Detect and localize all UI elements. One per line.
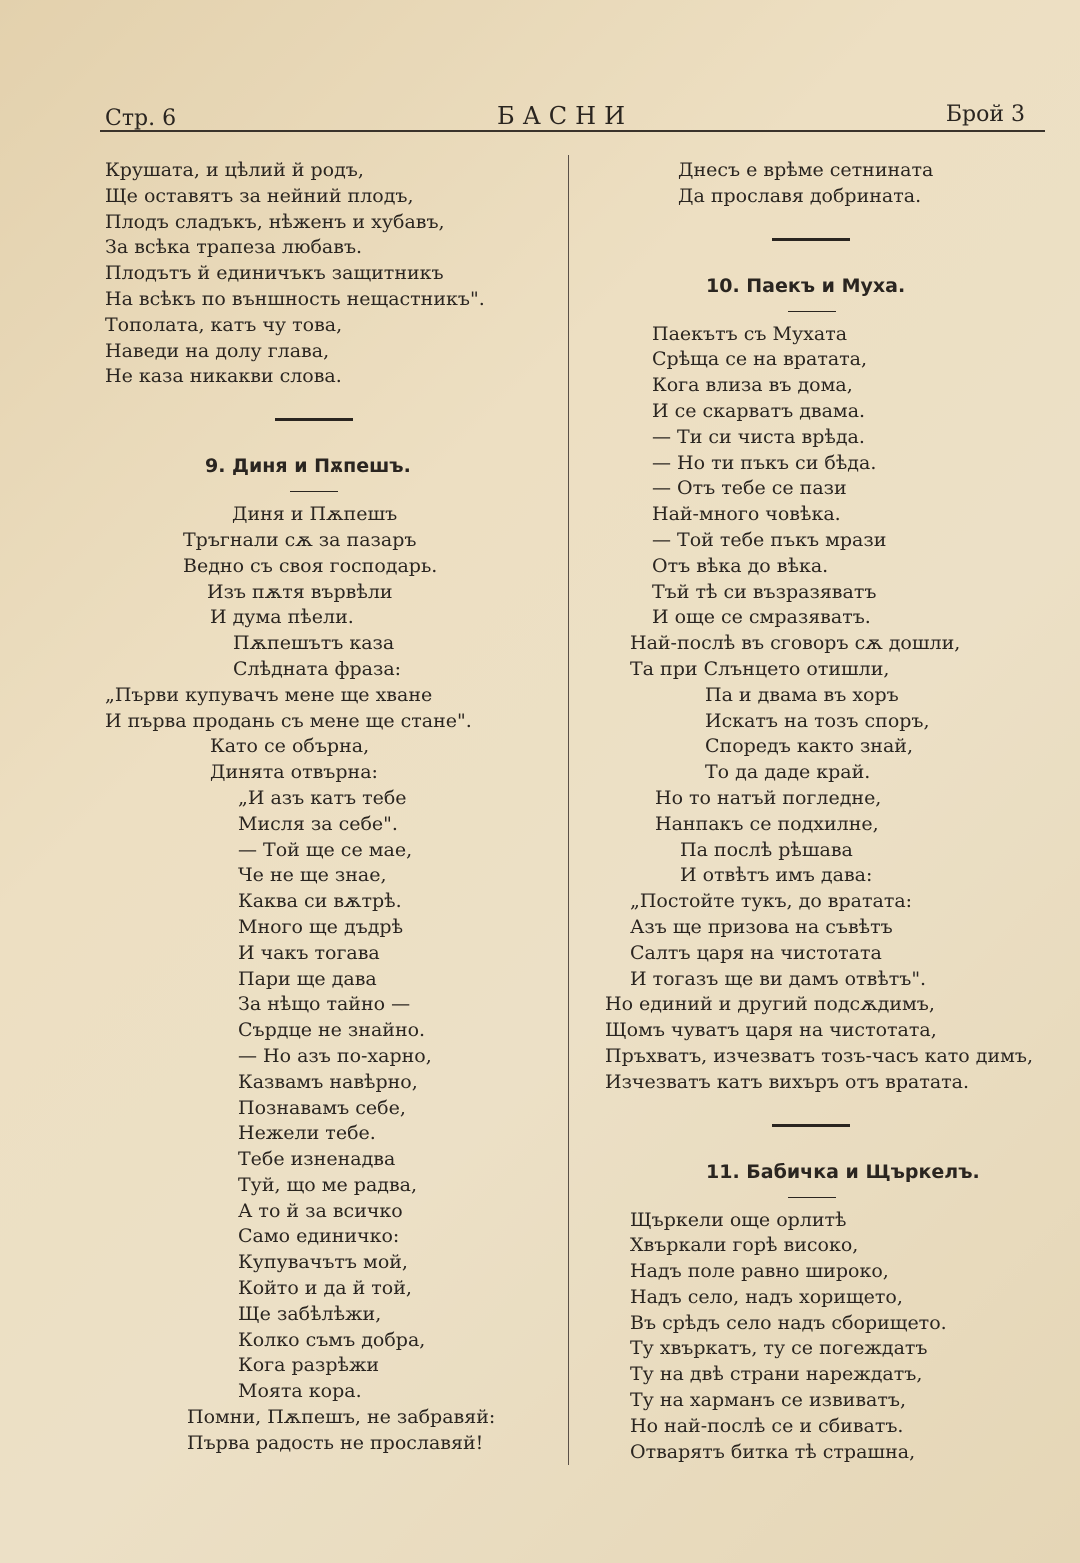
fable-9-line: За нѣщо тайно — [238, 993, 411, 1016]
fable-10-line: Па и двама въ хоръ [705, 683, 899, 706]
fable-10-line: Споредъ както знай, [705, 735, 913, 758]
fable-10-line: „Постойте тукъ, до вратата: [630, 890, 913, 913]
verse-line: Ще оставятъ за нейний плодъ, [105, 184, 414, 207]
fable-9-line: Казвамъ навѣрно, [238, 1070, 418, 1093]
fable-9-title: 9. Диня и Пѫпешъ. [205, 455, 411, 478]
fable-9-line: „И азъ катъ тебе [238, 786, 407, 809]
fable-9-line: Сърдце не знайно. [238, 1019, 426, 1042]
fable-9-verse [105, 502, 555, 1456]
left-intro-verse [105, 158, 555, 390]
fable-9-line: — Той ще се мае, [238, 838, 413, 861]
fable-10-line: Салтъ царя на чистотата [630, 941, 882, 964]
verse-line: На всѣкъ по външность нещастникъ". [105, 287, 485, 310]
fable-9-line: Мисля за себе". [238, 812, 398, 835]
fable-10-line: Искатъ на тозъ споръ, [705, 709, 930, 732]
fable-10-line: Но единий и другий подсѫдимъ, [605, 993, 935, 1016]
column-divider [568, 155, 569, 1465]
section-title: БАСНИ [496, 102, 634, 130]
fable-9-line: Динята отвърна: [210, 761, 378, 784]
fable-9-line: Само единичко: [238, 1225, 400, 1248]
fable-9-line: Моята кора. [238, 1380, 362, 1403]
fable-10-line: Паекътъ съ Мухата [652, 322, 848, 345]
fable-11-title: 11. Бабичка и Щъркелъ. [706, 1160, 980, 1183]
fable-10-title: 10. Паекъ и Муха. [706, 274, 906, 297]
fable-11-line: Ту на двѣ страни нареждатъ, [630, 1363, 923, 1386]
fable-9-line: Колко съмъ добра, [238, 1328, 426, 1351]
fable-11-line: Надъ поле равно широко, [630, 1260, 889, 1283]
fable-9-line: Купувачътъ мой, [238, 1251, 408, 1274]
fable-10-line: Тъй тѣ си възразяватъ [652, 580, 877, 603]
fable-10-line: — Отъ тебе се пази [652, 477, 847, 500]
verse-line: Крушата, и цѣлий й родъ, [105, 159, 364, 181]
fable-9-line: Нежели тебе. [238, 1122, 376, 1145]
fable-9-line: Слѣдната фраза: [233, 657, 402, 680]
fable-10-line: То да даде край. [705, 761, 871, 784]
fable-9-line: — Но азъ по-харно, [238, 1044, 432, 1067]
fable-10-line: Кога влиза въ дома, [652, 374, 853, 397]
verse-line: Да прославя добрината. [678, 184, 922, 207]
fable-9-line: Познавамъ себе, [238, 1096, 406, 1119]
fable-10-line: Най-много човѣка. [652, 503, 841, 526]
page-header [105, 100, 1025, 134]
title-dash [600, 304, 1040, 322]
fable-11-line: Отварятъ битка тѣ страшна, [630, 1440, 916, 1463]
verse-line: Наведи на долу глава, [105, 339, 330, 362]
fable-9-line: Първа радость не прославяй! [187, 1431, 484, 1454]
fable-9-line: Изъ пѫтя вървѣли [207, 580, 393, 603]
fable-10-line: Та при Слънцето отишли, [630, 657, 890, 680]
fable-10-line: Щомъ чуватъ царя на чистотата, [605, 1019, 937, 1042]
fable-10-line: Нанпакъ се подхилне, [655, 812, 879, 835]
fable-9-line: Че не ще знае, [238, 864, 387, 887]
page-number: Стр. 6 [105, 106, 177, 131]
fable-11-line: Надъ село, надъ хорището, [630, 1285, 903, 1308]
verse-line: За всѣка трапеза любавъ. [105, 236, 363, 259]
fable-9-line: Като се обърна, [210, 735, 370, 758]
fable-10-line: И тогазъ ще ви дамъ отвѣтъ". [630, 967, 927, 990]
fable-11-line: Но най-послѣ се и сбиватъ. [630, 1414, 904, 1437]
verse-line: Днесъ е врѣме сетнината [678, 159, 934, 181]
fable-9-line: Ще забѣлѣжи, [238, 1302, 382, 1325]
fable-9-line: Каква си вѫтрѣ. [238, 890, 402, 913]
fable-9-line: Тебе изненадва [238, 1148, 396, 1171]
verse-line: Тополата, катъ чу това, [105, 313, 343, 336]
fable-9-line: Тръгнали сѫ за пазаръ [183, 528, 417, 551]
fable-9-line: Помни, Пѫпешъ, не забравяй: [187, 1406, 496, 1429]
verse-line: Плодъ сладъкъ, нѣженъ и хубавъ, [105, 210, 445, 233]
fable-10-verse [600, 322, 1040, 1096]
fable-9-line: И първа продань съ мене ще стане". [105, 709, 472, 732]
fable-10-line: — Но ти пъкъ си бѣда. [652, 451, 877, 474]
fable-9-line: „Първи купувачъ мене ще хване [105, 683, 433, 706]
left-column [105, 158, 555, 1457]
fable-10-line: Но то натъй погледне, [655, 786, 882, 809]
fable-10-line: — Той тебе пъкъ мрази [652, 528, 887, 551]
fable-10-line: — Ти си чиста врѣда. [652, 425, 865, 448]
fable-11-line: Въ срѣдъ село надъ сборището. [630, 1311, 947, 1334]
fable-11-verse [600, 1208, 1040, 1466]
separator [105, 390, 555, 448]
issue-number: Брой 3 [945, 102, 1025, 127]
fable-10-line: Пръхватъ, изчезватъ тозъ-часъ като димъ, [605, 1044, 1034, 1067]
title-dash [600, 1190, 1040, 1208]
fable-9-line: И чакъ тогава [238, 941, 380, 964]
fable-9-line: И дума пѣели. [210, 606, 354, 629]
fable-9-line: Ведно съ своя господарь. [183, 554, 438, 577]
separator [600, 210, 1040, 268]
fable-10-line: И се скарватъ двама. [652, 399, 866, 422]
fable-9-line: Който и да й той, [238, 1277, 412, 1300]
fable-9-line: Пари ще дава [238, 967, 377, 990]
fable-10-line: И още се смразяватъ. [652, 606, 871, 629]
fable-11-line: Ту хвъркатъ, ту се погеждатъ [630, 1337, 928, 1360]
fable-9-line: Диня и Пѫпешъ [232, 503, 398, 526]
fable-9-line: Пѫпешътъ каза [233, 632, 395, 655]
fable-11-line: Хвъркали горѣ високо, [630, 1234, 859, 1257]
fable-11-line: Ту на харманъ се извиватъ, [630, 1389, 907, 1412]
fable-10-line: Изчезватъ катъ вихъръ отъ вратата. [605, 1070, 970, 1093]
fable-10-line: Отъ вѣка до вѣка. [652, 554, 829, 577]
right-intro-verse [600, 158, 1040, 210]
fable-11-line: Щъркели още орлитѣ [630, 1208, 847, 1231]
fable-9-line: Кога разрѣжи [238, 1354, 380, 1377]
separator [600, 1096, 1040, 1154]
fable-10-line: Па послѣ рѣшава [680, 838, 853, 861]
fable-9-line: Туй, що ме радва, [238, 1173, 418, 1196]
header-rule [100, 130, 1045, 132]
verse-line: Плодътъ й единичъкъ защитникъ [105, 262, 444, 285]
fable-10-line: Срѣща се на вратата, [652, 348, 868, 371]
fable-9-line: Много ще дъдрѣ [238, 915, 404, 938]
title-dash [105, 484, 555, 502]
fable-10-line: И отвѣтъ имъ дава: [680, 864, 873, 887]
fable-9-line: А то й за всичко [238, 1199, 403, 1222]
right-column [600, 158, 1040, 1465]
fable-10-line: Най-послѣ въ сговоръ сѫ дошли, [630, 632, 961, 655]
verse-line: Не каза никакви слова. [105, 365, 342, 388]
fable-10-line: Азъ ще призова на съвѣтъ [630, 915, 893, 938]
